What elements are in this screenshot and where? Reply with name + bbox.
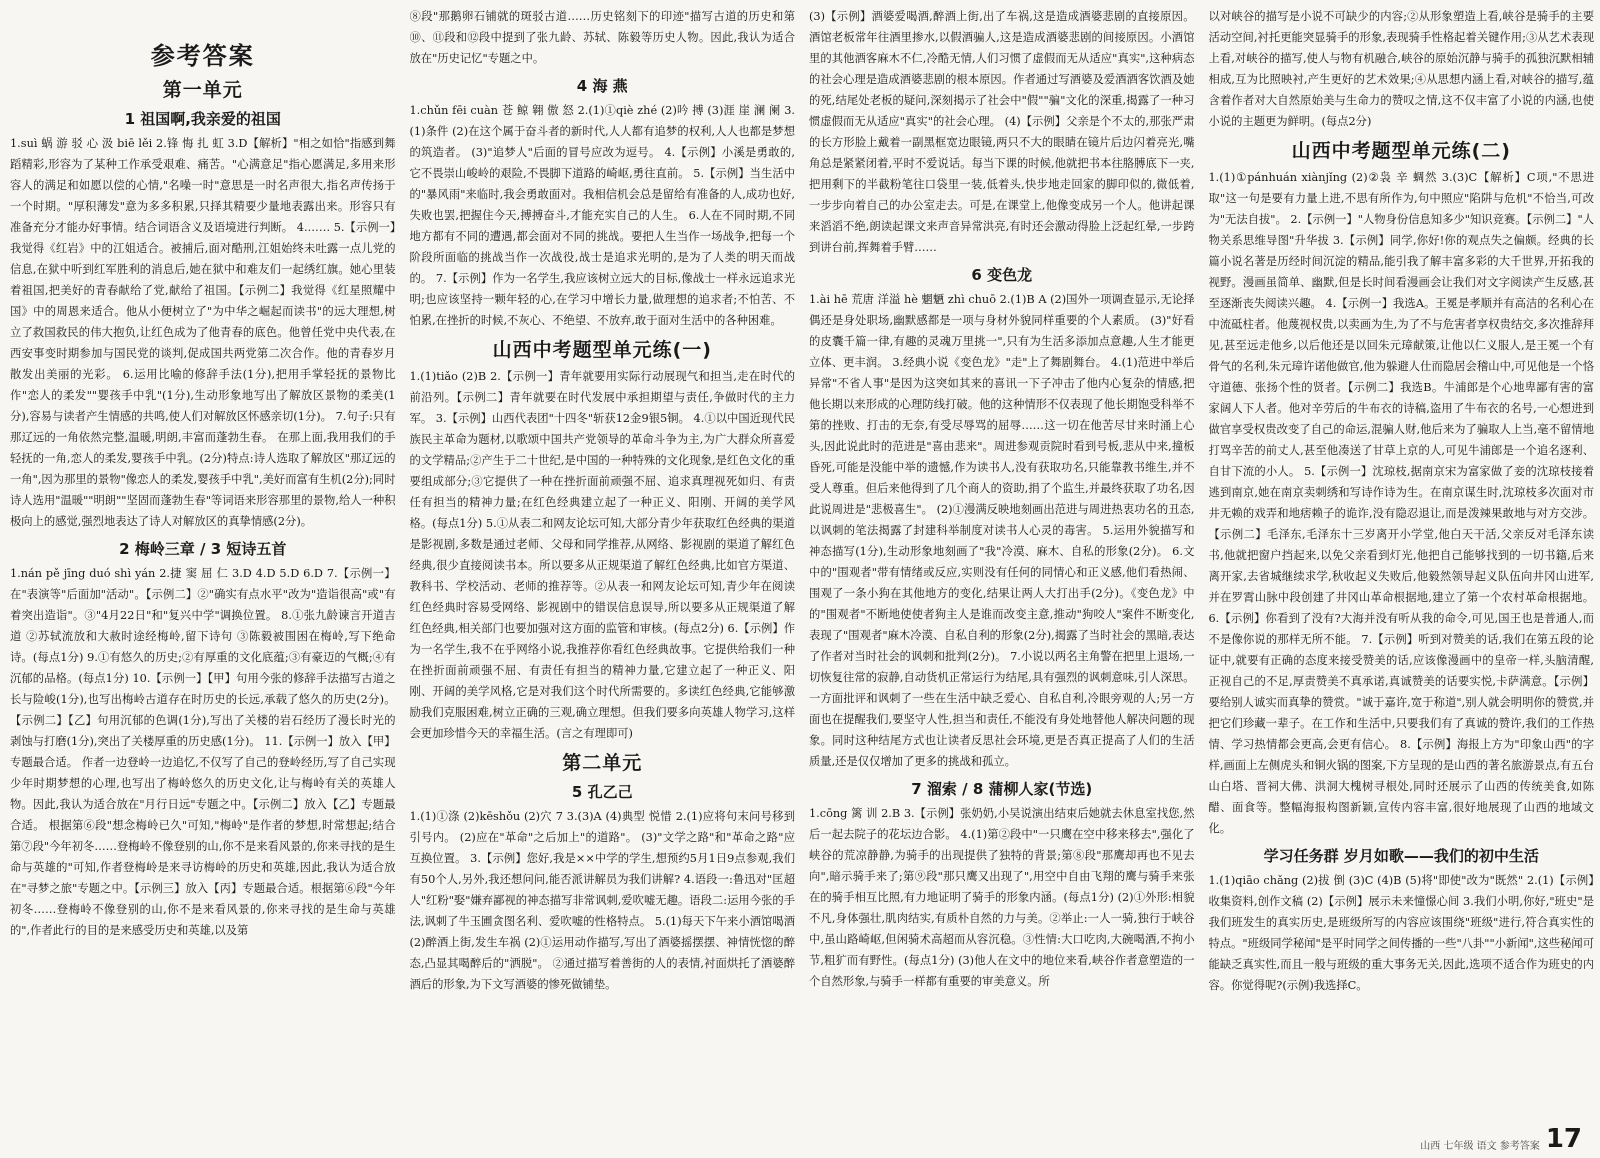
lesson-heading: 1 祖国啊,我亲爱的祖国 [124, 110, 281, 128]
unit-heading: 山西中考题型单元练(二) [1291, 140, 1511, 162]
lesson-heading: 7 溜索 / 8 蒲柳人家(节选) [911, 780, 1093, 798]
lesson-heading: 5 孔乙己 [571, 783, 633, 801]
footer-label: 山西 七年级 语文 参考答案 [1420, 1141, 1540, 1152]
column-2 [410, 6, 796, 1116]
answer-paragraph: 1.nán pě jīng duó shì yán 2.捷 窦 屈 仁 3.D 4.D 5.D 6.D 7.【示例一】在"表演等"后面加"活动"。【示例二】②"确实有点水平"改为"造诣很高"或"有着突出造诣"。③"4月22日"和"复兴中学"调换位置。 8.①张九龄谏言开道吉道 ②苏轼流放和大赦时途经梅岭,留下诗句 ③陈毅被围困在梅岭,写下绝命诗。(每点1分) 9.①有悠久的历史;②有厚重的文化底蕴;③有豪迈的气概;④有沉郁的品格。(每点1分) 10.【示例一】【甲】句用今张的修辞手法描写古道之长与险峻(1分),也写出梅岭古道存在时历史的长远,承载了悠久的历史(2分)。【示例二】【乙】句用沉郁的色调(1分),写出了关楼的岩石经历了漫长时光的剥蚀与打磨(1分),突出了关楼厚重的历史感(1分)。 11.【示例一】放入【甲】专题最合适。 作者一边登岭一边追忆,不仅写了自己的登岭经历,写了自己实现少年时期梦想的心理,也写出了梅岭悠久的历史文化,让与梅岭有关的英雄人物。因此,我认为适合放在"月行日远"专题之中。【示例二】放入【乙】专题最合适。 根据第⑥段"想念梅岭已久"可知,"梅岭"是作者的梦想,时常想起;结合第⑦段"今年初冬……登梅岭不像登别的山,你不是来看风景的,你来寻找的是生命与英雄的"可知,作者登梅岭是来寻访梅岭的历史和英雄,因此,我认为适合放在"寻梦之旅"专题之中。【示例三】放入【丙】专题最合适。根据第⑥段"今年初冬……登梅岭不像登别的山,你不是来看风景的,你来寻找的是生命与英雄的",作者此行的目的是来感受历史和英雄,以及第 [10, 567, 396, 937]
unit-heading: 山西中考题型单元练(一) [492, 339, 712, 361]
answer-paragraph: 1.(1)qiāo chǎng (2)拔 倒 (3)C (4)B (5)将"即使"改为"既然" 2.(1)【示例】收集资料,创作文稿 (2)【示例】展示未来憧憬心间 3.我们小明,你好,"班史"是我们班发生的真实历史,是班级所写的内容应该围绕"班级"进行,符合真实性的特点。"班级同学秘闻"是平时同学之间传播的一些"八卦""小新闻",这些秘闻可能缺乏真实性,而且一般与班级的重大事务无关,因此,选项不适合作为班史的内容。你觉得呢?(示例)我选择C。 [1208, 874, 1594, 992]
answer-paragraph: ⑧段"那鹅卵石铺就的斑驳古道……历史铭刻下的印迹"描写古道的历史和第⑩、⑪段和⑫段中提到了张九龄、苏轼、陈毅等历史人物。因此,我认为适合放在"历史记忆"专题之中。 [409, 10, 795, 65]
answer-paragraph: (3)【示例】酒婆爱喝酒,醉酒上街,出了车祸,这是造成酒婆悲剧的直接原因。酒馆老板常年往酒里掺水,以假酒骗人,这是造成酒婆悲剧的间接原因。小酒馆里的其他酒客麻木不仁,冷酷无情,人们习惯了虚假而无从适应"真实",这种病态的社会心理是造成酒婆悲剧的根本原因。作者通过写酒婆及爱酒酒客饮酒及她的死,结尾处老板的疑问,深刻揭示了社会中"假""骗"文化的深重,揭露了一种习惯虚假而无从适应"真实"的社会心理。 (4)【示例】父亲是个不太的,那张严肃的长方形脸上戴着一副黑框宽边眼镜,两只不大的眼睛在镜片后边闪着亮光,嘴角总是紧紧闭着,平时不爱说话。每当下课的时候,他就把书本往胳膊底下一夹,把用剩下的半截粉笔往口袋里一装,低着头,快步地走回家的脚印似的,微低着,一步步向着自己的办公室走去。可是,在课堂上,他像变成另一个人。他讲起课来滔滔不绝,朗读起课文来声音异常洪亮,有时还会激动得脸上泛起红晕,一步跨到讲台前,挥舞着手臂…… [809, 10, 1195, 254]
column-4 [1209, 6, 1595, 1116]
lesson-heading: 学习任务群 岁月如歌——我们的初中生活 [1263, 847, 1539, 865]
unit-heading: 第二单元 [562, 752, 643, 774]
answer-paragraph: 1.(1)①pánhuán xiànjǐng (2)②袅 辛 蜩然 3.(3)C【解析】C项,"不思进取"这一句是要有力量上进,不思有所作为,句中照应"陷阱与危机"不恰当,可改为"无法自拔"。 2.【示例一】"人物身份信息知多少"知识竞赛。【示例二】"人物关系思维导图"升华拔 3.【示例】同学,你好!你的观点失之偏颇。经典的长篇小说名著是历经时间沉淀的精品,能引我了解丰富多彩的大千世界,开拓我的视野。漫画虽简单、幽默,但是长时间看漫画会让我们对文字阅读产生反感,甚至逐渐丧失阅读兴趣。 4.【示例一】我选A。王冕是孝顺并有高洁的名利心在中流砥柱者。他蔑视权贵,以卖画为生,为了不与危害者享权贵结交,多次推辞拜见,甚至远走他乡,以后他还是以回朱元璋献策,让他以仁义服人,是王冕一个有骨气的名利,朱元璋许诺他做官,他为躲避人仕而隐居会稽山中,可见他是一个恪守道德、张扬个性的贤者。【示例二】我选B。牛浦郎是个心地卑鄙有害的富家阔人下人者。他对辛劳后的牛布衣的诗稿,盗用了牛布衣的名号,一心想进到做官享受权贵改变了自己的命运,混骗人财,他后来为了骗取人上当,毫不留情地打骂辛苦的前丈人,甚至他凑送了甘草上京的人,可见牛浦郎是一个追名逐利、自甘下流的小人。 5.【示例一】沈琼枝,据南京宋为富家做了妾的沈琼枝接着逃到南京,她在南京卖刺绣和写诗作诗为生。在南京谋生时,沈琼枝多次面对市井无赖的戏弄和地痞赖子的诡诈,没有隐忍退让,而是泼辣果敢地与对方交涉。【示例二】毛泽东,毛泽东十三岁离开小学堂,他白天干活,父亲反对毛泽东读书,他就把窗户挡起来,以免父亲看到灯光,他把自己能够找到的一切书籍,后来离开家,去省城继续求学,秋收起义失败后,他毅然领导起义队伍向井冈山进军,并在罗霄山脉中段创建了井冈山革命根据地,建立了第一个农村革命根据地。 6.【示例】你看到了没有?大海并没有听从我的命令,可见,国王也是普通人,而不是像你说的那样无所不能。 7.【示例】听到对赞美的话,我们在第五段的论证中,就要有正确的态度来接受赞美的话,应该像漫画中的皇帝一样,头脑清醒,正视自己的不足,厚责赞美不真承诺,真诚赞美的话要实悦,卡萨满意。【示例】要给别人诚实而真挚的赞赏。"诚于嘉许,宽于称道",别人就会明明你的赞赏,并把它们珍藏一辈子。在工作和生活中,只要我们有了真诚的赞许,我们的工作热情、学习热情都会更高,会更有信心。 8.【示例】海报上方为"印象山西"的字样,画面上左侧虎头和铜火锅的图案,下方呈现的是山西的著名旅游景点,有五台山白塔、晋祠大佛、洪洞大槐树寻根处,同时还展示了山西的传统美食,如陈醋、面食等。整幅海报构图新颖,宣传内容丰富,很好地展现了山西的地域文化。 [1208, 171, 1594, 835]
columns-container [10, 6, 1594, 1116]
answer-paragraph: 1.ài hē 荒唐 洋溢 hè 魍魉 zhì chuō 2.(1)B A (2)国外一项调查显示,无论择偶还是身处职场,幽默感都是一项与身材外貌同样重要的个人素质。 (3)"好看的皮囊千篇一律,有趣的灵魂万里挑一",只有为生活多添加点意趣,人生才能更立体、更丰润。 3.经典小说《变色龙》"走"上了舞剧舞台。 4.(1)范进中举后异常"不省人事"是因为这突如其来的喜讯一下子冲击了他内心复杂的情感,把他长期以来形成的心理防线打破。他的这种情形不仅表现了他长期饱受科举不第的挫败、打击的无奈,有受尽辱骂的屈辱……这一切在他苦尽甘来时涌上心头,因此说此时的范进是"喜由悲来"。周进参观贡院时看到号板,悲从中来,撞板昏死,可能是没能中举的遗憾,作为读书人,没有获取功名,只能靠教书维生,并不受人尊重。但后来他得到了几个商人的资助,捐了个监生,并最终获取了功名,因此说周进是"悲极喜生"。 (2)①漫满反映地刻画出范进与周进热衷功名的丑态,以讽刺的笔法揭露了封建科举制度对读书人心灵的毒害。 5.运用外貌描写和神态描写(1分),生动形象地刻画了"我"冷漠、麻木、自私的形象(2分)。 6.文中的"围观者"带有情绪或反应,实则没有任何的同情心和正义感,他们看热闹、围观了一条小狗在其他地方的变化,结果让两人大打出手(2分)。《变色龙》中的"围观者"不断地使使者狗主人是谁而改变主意,推动"狗咬人"案件不断变化,表现了"围观者"麻木冷漠、自私自利的形象(2分),揭露了当时社会的黑暗,表达了作者对当时社会的讽刺和批判(2分)。 7.小说以两名主角警在把里上退场,一切恢复往常的寂静,自动货机正常运行为结尾,具有强烈的讽刺意味,引人深思。一方面批评和讽刺了一些在生活中缺乏爱心、自私自利,冷眼旁观的人;另一方面也在提醒我们,要坚守人性,担当和责任,不能没有身处地替他人解决问题的现象。同时这种结尾方式也让读者反思社会环境,更是否真正提高了人们的生活质量,还是仅仅增加了更多的挑战和孤立。 [809, 293, 1195, 768]
answer-paragraph: 1.chǔn fēi cuàn 苍 鲸 翱 傲 怒 2.(1)①qiè zhé (2)吟 搏 (3)涯 崖 澜 阑 3.(1)条件 (2)在这个属于奋斗者的新时代,人人都有追梦的权利,人人也都是梦想的筑造者。 (3)"追梦人"后面的冒号应改为逗号。 4.【示例】小溪是勇敢的,它不畏崇山峻岭的艰险,不畏脚下道路的崎岖,勇往直前。 5.【示例】当生活中的"暴风雨"来临时,我会勇敢面对。我相信机会总是留给有准备的人,成功也好,失败也罢,把握住今天,搏搏奋斗,才能充实自己的人生。 6.人在不同时期,不同地方都有不同的遭遇,都会面对不同的挑战。要把人生当作一场战争,把每一个阶段所面临的挑战当作一次战役,战士是追求光明的,是为了人类的明天而战的。 7.【示例】作为一名学生,我应该树立远大的目标,像战士一样永远追求光明;也应该坚持一颗年轻的心,在学习中增长力量,做理想的追求者;不怕苦、不怕累,在挫折的时候,不灰心、不绝望、不放弃,敢于面对生活中的各种困难。 [409, 104, 795, 327]
page-footer [1420, 1126, 1582, 1152]
answer-paragraph: 1.suì 蜗 游 驳 心 汲 biē lěi 2.锋 悔 扎 虹 3.D【解析】"相之如恰"指感到舞蹈精彩,形容为了某种工作承受艰难、痛苦。"心满意足"指心愿满足,多用来形容人的满足和如愿以偿的心情,"名噪一时"意思是一时名声很大,指名声传扬于一个时期。"厚积薄发"意为多多积累,只择其精要少量地表露出来。形容只有准备充分才能办好事情。结合词语含义及语境进行判断。 4.…… 5.【示例一】我觉得《红岩》中的江姐适合。被捕后,面对酷刑,江姐始终未吐露一点儿党的信息,在狱中听到红军胜利的消息后,她在狱中和难友们一起绣红旗。她心里装着祖国,把美好的青春献给了党,献给了祖国。【示例二】我觉得《红星照耀中国》中的周恩来适合。他从小便树立了"为中华之崛起而读书"的远大理想,树立了救国救民的伟大抱负,让红色成为了他青春的底色。他曾任党中央代表,在西安事变时期参加与国民党的谈判,促成国共两党第二次合作。他的青春岁月散发出美丽的光彩。 6.运用比喻的修辞手法(1分),把用手掌轻抚的景物比作"恋人的柔发""婴孩手中乳"(1分),生动形象地写出了解放区景物的柔美(1分),容易与读者产生情感的共鸣,使人们对解放区怀感亲切(1分)。 7.句子:只有那辽远的一角依然完整,温暖,明朗,丰富而蓬勃生春。 在那上面,我用我们的手轻抚的一角,恋人的柔发,婴孩手中乳。(2分)特点:诗人选取了解放区"那辽远的一角",因为那里的景物"像恋人的柔发,婴孩手中乳",美好而富有生机(2分);同时诗人选用"温暖""明朗""坚固而蓬勃生春"等词语来形容那里的景物,给人一种积极向上的感觉,强烈地表达了诗人对解放区的真挚情感(2分)。 [10, 137, 396, 528]
answer-paragraph: 1.cōng 篱 训 2.B 3.【示例】张奶奶,小吴说演出结束后她就去休息室找您,然后一起去院子的花坛边合影。 4.(1)第②段中"一只鹰在空中移来移去",强化了峡谷的荒凉静静,为骑手的出现提供了独特的背景;第⑧段"那鹰却再也不见去向",暗示骑手来了;第⑨段"那只鹰又出现了",用空中自由飞翔的鹰与骑手来张在的骑手相互比照,有力地证明了骑手的形象内涵。(每点1分) (2)①外形:相貌不凡,身体强壮,肌肉结实,有质朴自然的力与美。②举止:一人一骑,独行于峡谷中,虽山路崎岖,但闲骑术高超而从容沉稳。③性情:大口吃肉,大碗喝酒,不拘小节,粗犷而有野性。(每点1分) (3)他人在文中的地位来看,峡谷作者意塑造的一个自然形象,与骑手一样都有重要的审美意义。所 [809, 807, 1195, 988]
answer-paragraph: 1.(1)①涤 (2)kēshǒu (2)穴 7 3.(3)A (4)典型 悦惜 2.(1)应将句末问号移到引号内。 (2)应在"革命"之后加上"的道路"。 (3)"文学之路"和"革命之路"应互换位置。 3.【示例】您好,我是××中学的学生,想预约5月1日9点参观,我们有50个人,另外,我还想问问,能否派讲解员为我们讲解? 4.语段一:鲁迅对"匡超人"红粉"娶"嫌弃鄙视的神态描写非常讽刺,爱吹嘘无趣。语段二:运用今张的手法,讽刺了牛玉圃贪图名利、爱吹嘘的性格特点。 5.(1)每天下午来小酒馆喝酒 (2)醉酒上街,发生车祸 (2)①运用动作描写,写出了酒婆摇摆摆、神情恍惚的醉态,凸显其喝醉后的"洒脱"。 ②通过描写着善街的人的表情,衬面烘托了酒婆醉酒后的形象,为下文写酒婆的惨死做铺垫。 [409, 810, 795, 991]
unit-heading: 第一单元 [162, 79, 243, 101]
lesson-heading: 4 海 燕 [576, 77, 628, 95]
column-1 [10, 6, 396, 1116]
page-number: 17 [1545, 1124, 1582, 1154]
page-title: 参考答案 [150, 42, 255, 70]
column-3 [809, 6, 1195, 1116]
lesson-heading: 2 梅岭三章 / 3 短诗五首 [119, 540, 287, 558]
lesson-heading: 6 变色龙 [971, 266, 1033, 284]
answer-paragraph: 1.(1)tiǎo (2)B 2.【示例一】青年就要用实际行动展现气和担当,走在时代的前沿列。【示例二】青年就要在时代发展中承担期望与责任,争做时代的主力军。 3.【示例】山西代表团"十四冬"斩获12金9银5铜。 4.①以中国近现代民族民主革命为题材,以歌颂中国共产党领导的革命斗争为主,为广大群众所喜爱的文学精品;②产生于二十世纪,是中国的一种特殊的文化现象,是红色文化的重要组成部分;③它提供了一种在挫折面前顽强不屈、追求真理视死如归、有责任有担当的精神力量;在红色经典建立起了一种正义、阳刚、开阔的美学风格。(每点1分) 5.①从表二和网友论坛可知,大部分青少年获取红色经典的渠道是影视剧,多数是通过老师、父母和同学推荐,从网络、影视剧的渠道了解红色经典,很少直接阅读书本。所以要多从正规渠道了解红色经典,比如官方渠道、教科书、学校活动、老师的推荐等。②从表一和网友论坛可知,青少年在阅读红色经典时容易受网络、影视剧中的错误信息误导,所以要多从正规渠道了解红色经典,相关部门也要加强对这方面的监管和审核。(每点2分) 6.【示例】作为一名学生,我不在乎网络小说,我推荐你看红色经典故事。它提供给我们一种在挫折面前顽强不屈、有责任有担当的精神力量,它建立起了一种正义、阳刚、开阔的美学风格,它是对我们这个时代所需要的。多读红色经典,它能够激励我们克服困难,树立正确的三观,确立理想。但我们要多向英雄人物学习,这样会更加珍惜今天的幸福生活。(言之有理即可) [409, 370, 795, 740]
answer-paragraph: 以对峡谷的描写是小说不可缺少的内容;②从形象塑造上看,峡谷是骑手的主要活动空间,衬托更能突显骑手的形象,表现骑手性格起着关键作用;③从艺术表现上看,对峡谷的描写,使人与物有机融合,峡谷的原始沉静与骑手的孤独沉默相辅相成,互为比照映衬,产生更好的艺术效果;④从思想内涵上看,对峡谷的描写,蕴含着作者对大自然原始美与生命力的赞叹之情,这不仅丰富了小说的内涵,也使小说的主题更为鲜明。(每点2分) [1208, 10, 1594, 128]
